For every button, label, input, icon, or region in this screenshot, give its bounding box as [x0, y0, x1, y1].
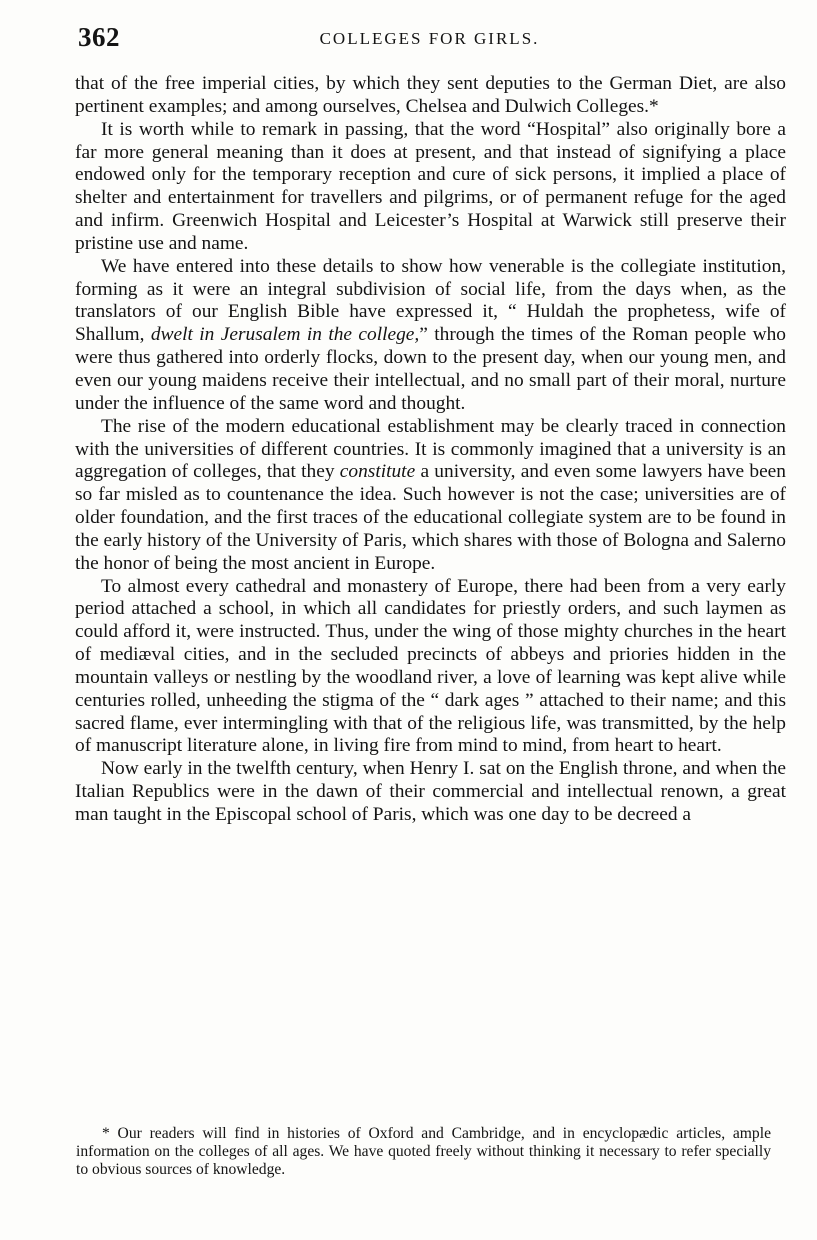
text-run: To almost every cathedral and monastery of Europe, there had been from a very early period attached a school, in which all candidates for priestly orders, and such laymen as could afford it, were instructed. Thus, under the wing of those mighty churches in the heart of mediæval cities, and in the secluded precincts of abbeys and priories hidden in the mountain valleys or nestling by the woodland river, a love of learning was kept alive while centuries rolled, unheeding the stigma of the “ dark ages ” attached to their name; and this sacred flame, ever intermingling with that of the religious life, was transmitted, by the help of manuscript literature alone, in living fire from mind to mind, from heart to heart. [75, 575, 786, 757]
body-text [75, 73, 786, 827]
page-header [78, 22, 781, 56]
paragraph [75, 416, 786, 576]
text-run: ” through the times of the Roman people who were thus gathered into orderly flocks, down to the present day, when our young men, and even our young maidens receive their intellectual, and no small part of their moral, nurture under the influence of the same word and thought. [75, 324, 786, 414]
paragraph [75, 119, 786, 256]
text-run: that of the free imperial cities, by which they sent deputies to the German Diet, are also pertinent examples; and among ourselves, Chelsea and Dulwich Colleges.* [75, 73, 786, 117]
text-run: The rise of the modern educational establishment may be clearly traced in connection with the universities of different countries. It is commonly imagined that a university is an aggregation of colleges, that they [75, 415, 786, 483]
paragraph [75, 758, 786, 827]
paragraph [75, 73, 786, 119]
text-run: It is worth while to remark in passing, that the word “Hospital” also originally bore a far more general meaning than it does at present, and that instead of signifying a place endowed only for the temporary reception and cure of sick persons, it implied a place of shelter and entertainment for travellers and pilgrims, or of permanent refuge for the aged and infirm. Greenwich Hospital and Leicester’s Hospital at Warwick still preserve their pristine use and name. [75, 118, 786, 254]
italic-text-run: constitute [339, 461, 416, 483]
paragraph [75, 256, 786, 416]
footnote [76, 1125, 771, 1180]
footnote-text: * Our readers will find in histories of Oxford and Cambridge, and in encyclopædic articles, ample information on the colleges of all ages. We have quoted freely without thinking it necessary to refer specially to obvious sources of knowledge. [76, 1125, 771, 1179]
paragraph [75, 576, 786, 759]
text-run: Now early in the twelfth century, when Henry I. sat on the English throne, and when the Italian Republics were in the dawn of their commercial and intellectual renown, a great man taught in the Episcopal school of Paris, which was one day to be decreed a [75, 758, 786, 825]
text-run: a university, and even some lawyers have been so far misled as to countenance the idea. Such however is not the case; universities are of older foundation, and the first traces of the educational collegiate system are to be found in the early history of the University of Paris, which shares with those of Bologna and Salerno the honor of being the most ancient in Europe. [75, 461, 786, 574]
page-number: 362 [78, 22, 120, 52]
text-run: We have entered into these details to show how venerable is the collegiate institution, forming as it were an integral subdivision of social life, from the days when, as the translators of our English Bible have expressed it, “ Huldah the prophetess, wife of Shallum, [75, 255, 786, 346]
running-title: COLLEGES FOR GIRLS. [319, 29, 540, 48]
italic-text-run: dwelt in Jerusalem in the college, [150, 324, 420, 346]
